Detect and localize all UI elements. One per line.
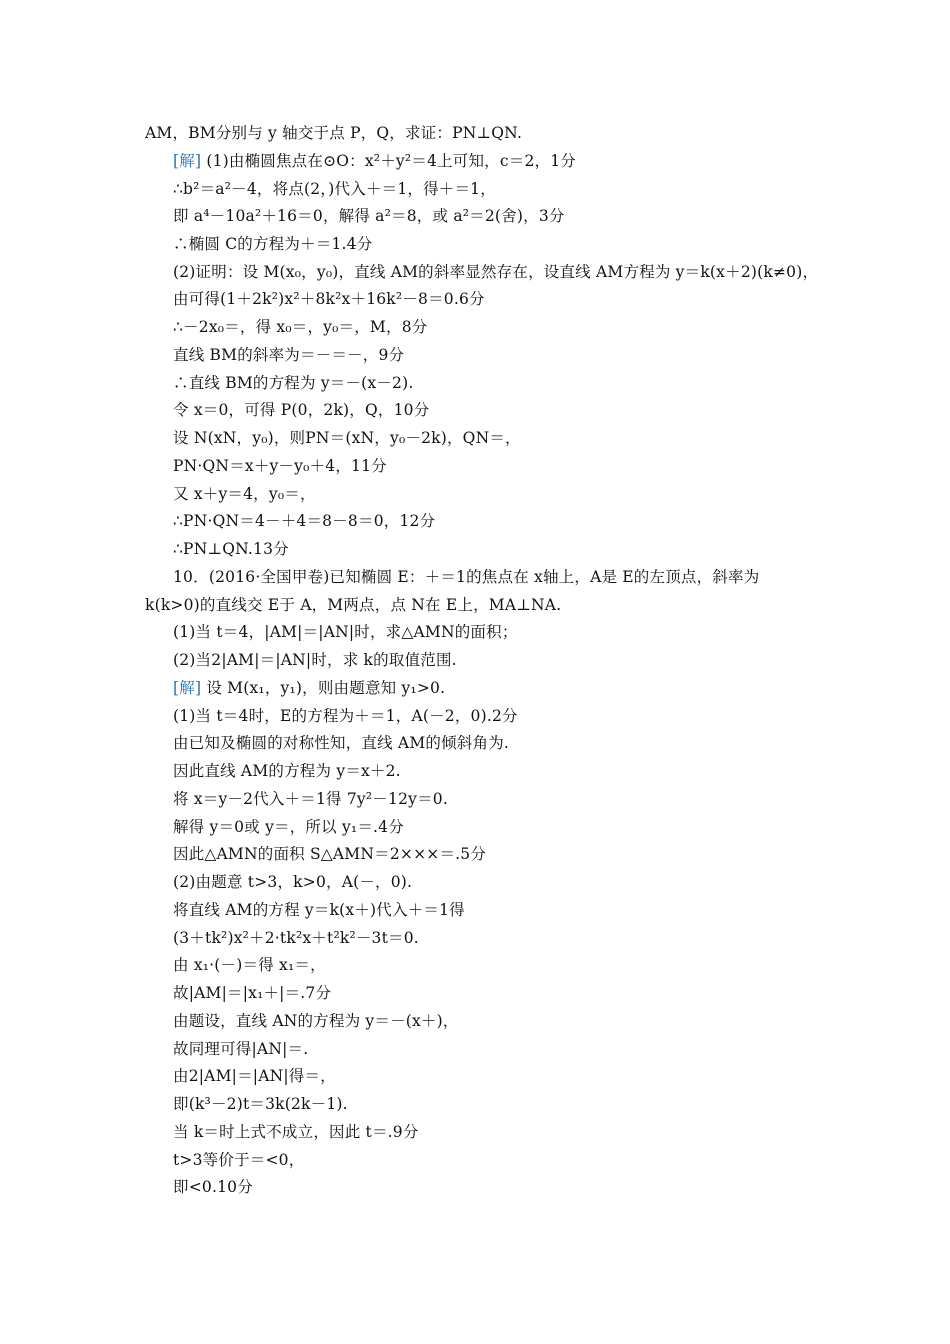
text-line: t>3等价于＝<0， xyxy=(173,1151,305,1169)
text-line: (1)当 t＝4，|AM|＝|AN|时，求△AMN的面积； xyxy=(173,623,518,641)
text-line: PN·QN＝x＋y－y₀＋4，11分 xyxy=(173,457,387,475)
solution-tag: [解] xyxy=(173,152,202,170)
text-line: 令 x＝0，可得 P(0，2k)，Q，10分 xyxy=(173,401,430,419)
text-line: 因此△AMN的面积 S△AMN＝2×××＝.5分 xyxy=(173,845,487,863)
text-line: 由 x₁·(－)＝得 x₁＝， xyxy=(173,956,326,974)
text-line: 因此直线 AM的方程为 y＝x＋2. xyxy=(173,762,401,780)
text-line: 故同理可得|AN|＝. xyxy=(173,1040,309,1058)
text-line: 将 x＝y－2代入＋＝1得 7y²－12y＝0. xyxy=(173,790,448,808)
text-line: ∴椭圆 C的方程为＋＝1.4分 xyxy=(173,235,373,253)
text-line: (2)当2|AM|＝|AN|时，求 k的取值范围. xyxy=(173,651,457,669)
text-line: ∴PN·QN＝4－＋4＝8－8＝0，12分 xyxy=(173,512,436,530)
text-line: k(k>0)的直线交 E于 A，M两点，点 N在 E上，MA⊥NA. xyxy=(145,596,562,614)
problem-10-line: 10．(2016·全国甲卷)已知椭圆 E：＋＝1的焦点在 x轴上，A是 E的左顶点，斜率为 xyxy=(173,568,760,586)
text-line: (2)证明：设 M(x₀，y₀)，直线 AM的斜率显然存在，设直线 AM方程为 y＝k(x＋2)(k≠0)， xyxy=(173,263,819,281)
solution-tag: [解] xyxy=(173,679,202,697)
text-line: 由题设，直线 AN的方程为 y＝－(x＋)， xyxy=(173,1012,459,1030)
text-line: 即 a⁴－10a²＋16＝0，解得 a²＝8，或 a²＝2(舍)，3分 xyxy=(173,207,565,225)
text-line: 故|AM|＝|x₁＋|＝.7分 xyxy=(173,984,332,1002)
solution-line xyxy=(173,151,576,171)
text-line: 直线 BM的斜率为＝－＝－，9分 xyxy=(173,346,405,364)
text-line: ∴b²＝a²－4，将点(2，)代入＋＝1，得＋＝1， xyxy=(173,180,496,198)
text-line: (1)当 t＝4时，E的方程为＋＝1，A(－2，0).2分 xyxy=(173,707,518,725)
text-line: AM，BM分别与 y 轴交于点 P，Q，求证：PN⊥QN. xyxy=(145,124,523,142)
text-line: 设 M(x₁，y₁)，则由题意知 y₁>0. xyxy=(201,679,446,697)
text-line: 由已知及椭圆的对称性知，直线 AM的倾斜角为. xyxy=(173,734,510,752)
text-line: 设 N(xN，y₀)，则PN＝(xN，y₀－2k)，QN＝， xyxy=(173,429,521,447)
text-line: 将直线 AM的方程 y＝k(x＋)代入＋＝1得 xyxy=(173,901,465,919)
text-line: 即(k³－2)t＝3k(2k－1). xyxy=(173,1095,348,1113)
text-line: 即<0.10分 xyxy=(173,1178,253,1196)
text-line: 又 x＋y＝4，y₀＝， xyxy=(173,485,316,503)
text-line: (3＋tk²)x²＋2·tk²x＋t²k²－3t＝0. xyxy=(173,929,419,947)
text-line: 由2|AM|＝|AN|得＝， xyxy=(173,1067,336,1085)
text-line: ∴PN⊥QN.13分 xyxy=(173,540,289,558)
text-line: (2)由题意 t>3，k>0，A(－，0). xyxy=(173,873,413,891)
text-line: 解得 y＝0或 y＝，所以 y₁＝.4分 xyxy=(173,818,404,836)
text-line: ∴－2x₀＝，得 x₀＝，y₀＝，M，8分 xyxy=(173,318,428,336)
solution-line xyxy=(173,678,445,698)
text-line: ∴直线 BM的方程为 y＝－(x－2). xyxy=(173,374,414,392)
text-line: (1)由椭圆焦点在⊙O：x²＋y²＝4上可知，c＝2，1分 xyxy=(201,152,576,170)
text-line: 当 k＝时上式不成立，因此 t＝.9分 xyxy=(173,1123,419,1141)
text-line: 由可得(1＋2k²)x²＋8k²x＋16k²－8＝0.6分 xyxy=(173,290,485,308)
